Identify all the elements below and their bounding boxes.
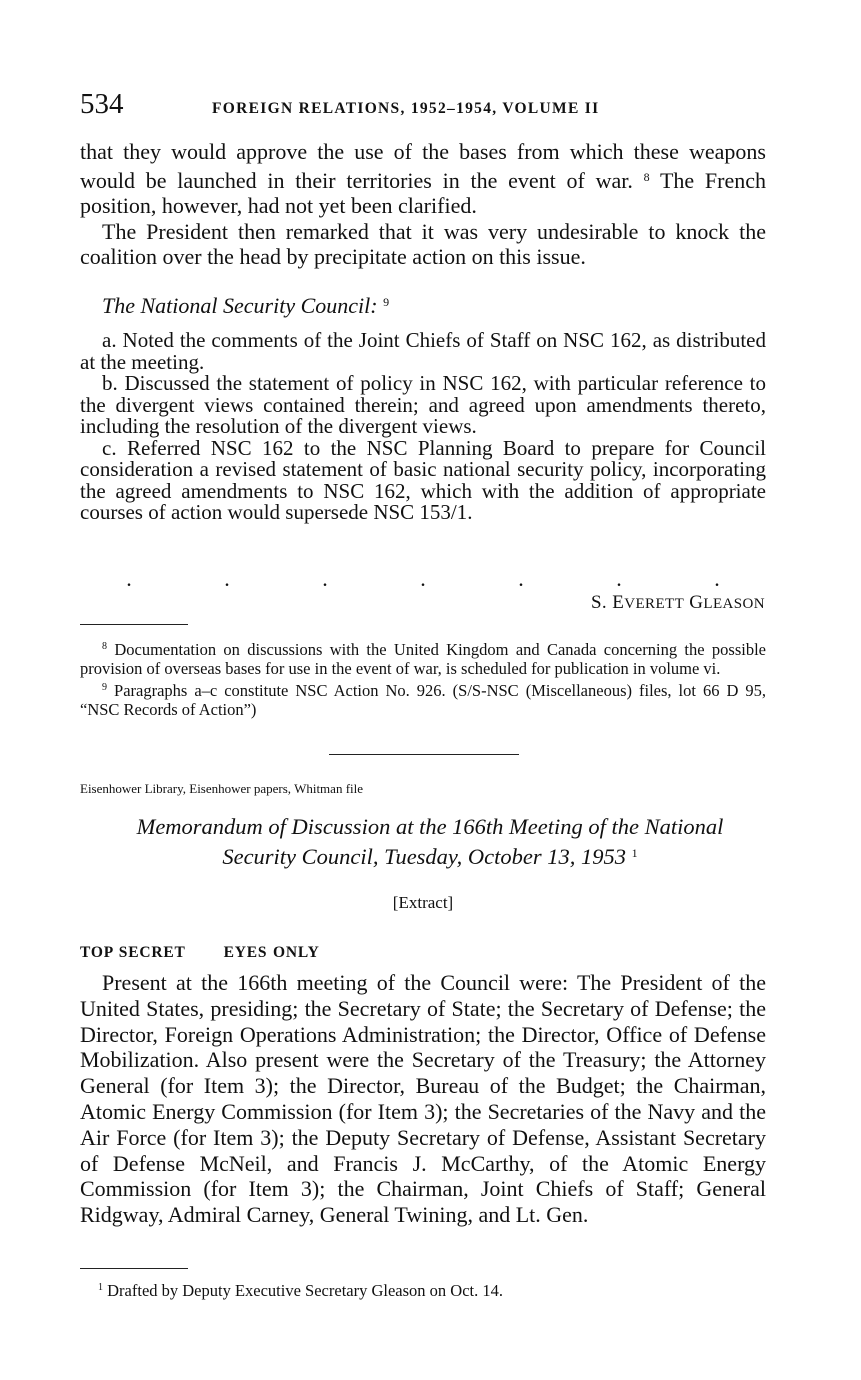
signature-part: G [689,592,704,613]
list-item: b. Discussed the statement of policy in NSC 162, with particular reference to the divergent views contained therein; and agreed upon amendments thereto, including the resolution of the divergent views. [80,371,766,438]
signature-part: S. E [590,592,625,613]
footnote-ref: 1 [631,846,638,860]
title-line-text: Security Council, Tuesday, October 13, 1953 [222,844,627,869]
footnote-ref: 9 [383,295,390,309]
source-line: Eisenhower Library, Eisenhower papers, Whitman file [80,781,364,796]
footnote-text: Paragraphs a–c constitute NSC Action No. 926. (S/S-NSC (Miscellaneous) files, lot 66 D 95, “NSC Records of Action”) [80,681,767,719]
footnote-ref: 8 [643,169,650,184]
ellipsis-row [80,566,766,591]
list-item: c. Referred NSC 162 to the NSC Planning Board to prepare for Council consideration a revised statement of basic national security policy, incorporating the agreed amendments to NSC 162, which with the addition of appropriate courses of action would supersede NSC 153/1. [80,435,766,524]
classification-line [80,944,320,962]
paragraph-text: that they would approve the use of the bases from which these weapons would be launched in their territories in the event of war. [80,139,766,193]
footnote [80,678,766,719]
ellipsis-dot: . [126,566,132,591]
ellipsis-dot: . [616,566,622,591]
running-head [80,88,770,122]
footnotes [80,637,766,719]
list-item: a. Noted the comments of the Joint Chiefs of Staff on NSC 162, as distributed at the meeting. [80,328,766,374]
ellipsis-dot: . [224,566,230,591]
footnote-text: Drafted by Deputy Executive Secretary Gleason on Oct. 14. [107,1281,503,1300]
ellipsis-dot: . [518,566,524,591]
footnote-mark: 8 [102,641,107,652]
bottom-footnote [80,1278,766,1300]
footnote-text: Documentation on discussions with the United Kingdom and Canada concerning the possible provision of overseas bases for use in the event of war, is scheduled for publication in volume vi. [80,640,766,678]
title-line: Memorandum of Discussion at the 166th Meeting of the National [136,814,724,839]
section-divider [329,754,519,755]
footnote-mark: 1 [98,1282,103,1293]
nsc-heading-text: The National Security Council: [102,293,378,318]
paragraph-text: The French position, however, had not yet been clarified. [80,167,766,218]
footnote-divider [80,624,188,625]
footnote [80,1278,766,1300]
document-title [80,814,780,870]
ellipsis-dot: . [322,566,328,591]
signature [591,592,765,614]
ellipsis-dot: . [714,566,720,591]
footnote-divider [80,1268,188,1269]
nsc-heading [102,293,389,319]
footnote-mark: 9 [102,682,107,693]
extract-label: [Extract] [392,893,454,912]
classification-label: TOP SECRET [80,944,186,961]
paragraph [80,139,766,219]
footnote [80,637,766,678]
running-title: FOREIGN RELATIONS, 1952–1954, VOLUME II [212,100,600,117]
attendance-paragraph [80,970,766,1228]
opening-text [80,139,766,270]
nsc-actions-list [80,330,766,524]
signature-part: VERETT [624,596,685,612]
title-line [80,840,780,870]
signature-part: LEASON [703,596,765,612]
ellipsis-dot: . [420,566,426,591]
classification-label: EYES ONLY [223,944,320,961]
paragraph: Present at the 166th meeting of the Council were: The President of the United States, presiding; the Secretary of State; the Secretary of Defense; the Director, Foreign Operations Administration; the Director, Office of Defense Mobilization. Also present were the Secretary of the Treasury; the Attorney General (for Item 3); the Director, Bureau of the Budget; the Chairman, Atomic Energy Commission (for Item 3); the Secretaries of the Navy and the Air Force (for Item 3); the Deputy Secretary of Defense, Assistant Secretary of Defense McNeil, and Francis J. McCarthy, of the Atomic Energy Commission (for Item 3); the Chairman, Joint Chiefs of Staff; General Ridgway, Admiral Carney, General Twining, and Lt. Gen. [80,970,766,1228]
page-number: 534 [80,88,124,120]
paragraph: The President then remarked that it was very undesirable to knock the coalition over the head by precipitate action on this issue. [80,218,766,269]
